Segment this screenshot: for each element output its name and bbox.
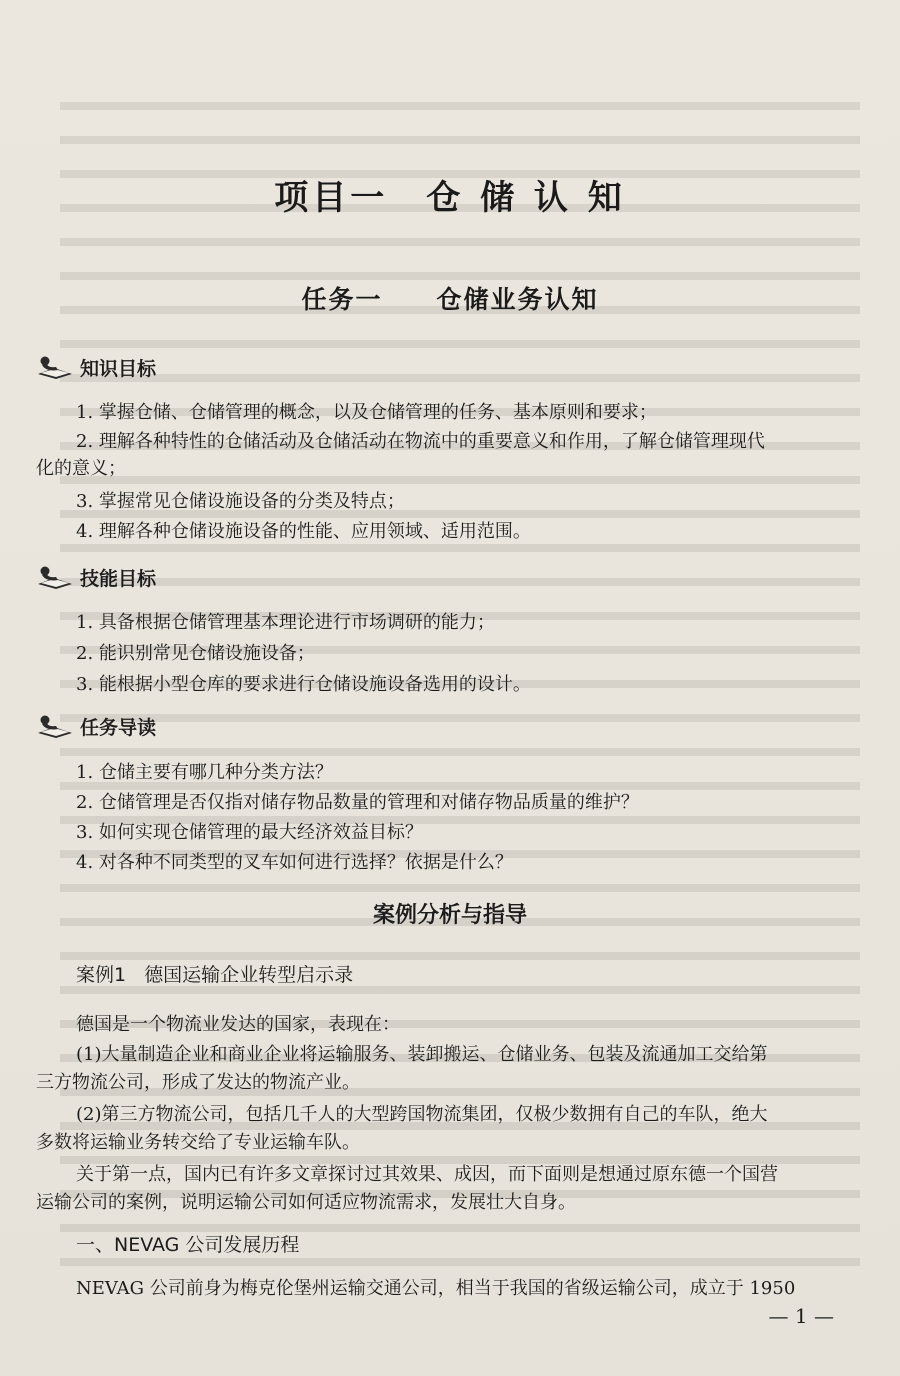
guide-item-1: 1. 仓储主要有哪几种分类方法？ [76,762,333,783]
guide-item-2: 2. 仓储管理是否仅指对储存物品数量的管理和对储存物品质量的维护？ [76,792,639,813]
case-analysis-heading: 案例分析与指导 [372,903,527,928]
section-heading-text: 任务导读 [80,716,157,739]
skill-item-2: 2. 能识别常见仓储设施设备； [76,643,315,664]
nevag-para: NEVAG 公司前身为梅克伦堡州运输交通公司，相当于我国的省级运输公司，成立于 1950 [76,1278,796,1299]
book-reader-icon [36,564,76,590]
book-reader-icon [36,713,76,739]
section-heading-knowledge [36,352,156,382]
case-para-4-cont: 运输公司的案例，说明运输公司如何适应物流需求，发展壮大自身。 [36,1192,576,1213]
case-title [76,960,353,987]
case-para-3: (2)第三方物流公司，包括几千人的大型跨国物流集团，仅极少数拥有自己的车队，绝大 [76,1104,768,1125]
skill-item-1: 1. 具备根据仓储管理基本理论进行市场调研的能力； [76,612,495,633]
guide-item-3: 3. 如何实现仓储管理的最大经济效益目标？ [76,822,423,843]
page-title: 项目一 仓 储 认 知 [274,178,626,218]
knowledge-item-1: 1. 掌握仓储、仓储管理的概念，以及仓储管理的任务、基本原则和要求； [76,402,657,423]
case-label: 案例1 [76,964,127,986]
page-number: — 1 — [768,1304,834,1328]
task-subtitle: 任务一 仓储业务认知 [301,285,599,314]
case-para-1: 德国是一个物流业发达的国家，表现在： [76,1014,400,1035]
case-para-2: (1)大量制造企业和商业企业将运输服务、装卸搬运、仓储业务、包装及流通加工交给第 [76,1044,768,1065]
case-para-3-cont: 多数将运输业务转交给了专业运输车队。 [36,1132,360,1153]
book-reader-icon [36,354,76,380]
skill-item-3: 3. 能根据小型仓库的要求进行仓储设施设备选用的设计。 [76,674,531,695]
knowledge-item-2: 2. 理解各种特性的仓储活动及仓储活动在物流中的重要意义和作用，了解仓储管理现代 [76,431,765,452]
knowledge-item-3: 3. 掌握常见仓储设施设备的分类及特点； [76,491,405,512]
case-para-4: 关于第一点，国内已有许多文章探讨过其效果、成因，而下面则是想通过原东德一个国营 [76,1164,778,1185]
knowledge-item-2-cont: 化的意义； [36,458,126,479]
section-heading-text: 知识目标 [80,357,157,380]
case-para-2-cont: 三方物流公司，形成了发达的物流产业。 [36,1072,360,1093]
nevag-history-heading: 一、NEVAG 公司发展历程 [76,1234,300,1256]
section-heading-skill [36,562,156,592]
case-title-text: 德国运输企业转型启示录 [144,964,354,986]
guide-item-4: 4. 对各种不同类型的叉车如何进行选择？依据是什么？ [76,852,513,873]
knowledge-item-4: 4. 理解各种仓储设施设备的性能、应用领域、适用范围。 [76,521,531,542]
section-heading-text: 技能目标 [80,567,157,590]
section-heading-guide [36,711,156,741]
